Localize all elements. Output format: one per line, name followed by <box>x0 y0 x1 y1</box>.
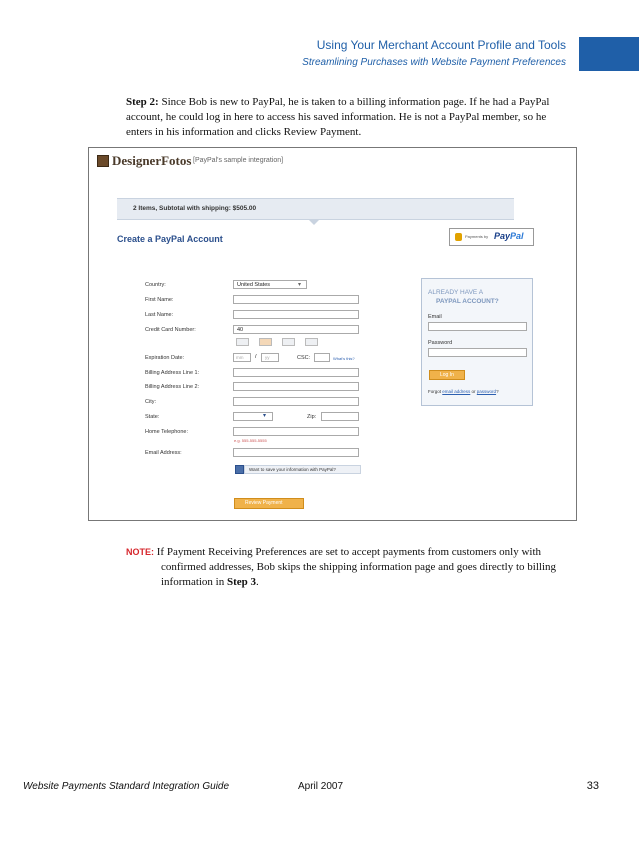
lock-icon <box>455 233 462 241</box>
card-number-value: 40 <box>237 327 244 333</box>
forgot-or: or <box>470 389 477 394</box>
expiration-year-input[interactable] <box>261 353 279 362</box>
last-name-input[interactable] <box>233 310 359 319</box>
billing-line1-input[interactable] <box>233 368 359 377</box>
footer-page-number: 33 <box>586 780 599 792</box>
login-email-label: Email <box>428 314 442 320</box>
phone-hint: e.g. 555-555-5555 <box>234 438 267 443</box>
note-end: . <box>256 576 259 588</box>
forgot-prefix: Forgot <box>428 389 443 394</box>
chevron-down-icon: ▾ <box>298 282 302 288</box>
cart-summary-band <box>117 198 514 220</box>
forgot-password-link[interactable]: password <box>476 389 497 394</box>
visa-icon <box>236 338 249 346</box>
payments-by-paypal-badge <box>449 228 534 246</box>
login-heading-line2: PAYPAL ACCOUNT? <box>436 298 499 305</box>
footer-guide-title: Website Payments Standard Integration Guide <box>23 781 230 792</box>
first-name-input[interactable] <box>233 295 359 304</box>
merchant-logo-subtitle: [PayPal's sample integration] <box>193 157 284 164</box>
login-password-input[interactable] <box>428 348 527 357</box>
embedded-screenshot <box>88 147 577 521</box>
header-subtitle: Streamlining Purchases with Website Payment Preferences <box>302 57 566 68</box>
note-paragraph <box>126 545 574 590</box>
zip-input[interactable] <box>321 412 359 421</box>
login-password-label: Password <box>428 340 453 346</box>
band-arrow-icon <box>308 219 320 225</box>
billing-line2-label: Billing Address Line 2: <box>145 384 200 390</box>
footer-date: April 2007 <box>298 781 344 792</box>
save-info-text: Want to save your information with PayPal? <box>249 467 336 472</box>
save-info-toggle-icon[interactable] <box>235 465 244 474</box>
billing-line1-label: Billing Address Line 1: <box>145 370 200 376</box>
header-color-block <box>579 37 639 71</box>
billing-line2-input[interactable] <box>233 382 359 391</box>
review-payment-label: Review Payment <box>245 500 283 506</box>
country-label: Country: <box>145 282 166 288</box>
paypal-logo-pal: Pal <box>510 231 524 241</box>
step-label: Step 2: <box>126 96 159 108</box>
paypal-logo <box>494 231 524 241</box>
amex-icon <box>305 338 318 346</box>
first-name-label: First Name: <box>145 297 174 303</box>
country-value: United States <box>237 282 271 288</box>
create-account-title: Create a PayPal Account <box>117 234 223 244</box>
login-heading-line1: ALREADY HAVE A <box>428 289 484 296</box>
step-text: Since Bob is new to PayPal, he is taken to a billing information page. If he had a PayPal account, he could log in here to access his saved information. He is not a PayPal member, so he enters in his information and clicks Review Payment. <box>126 96 550 138</box>
payments-by-label: Payments by <box>465 234 489 239</box>
card-number-label: Credit Card Number: <box>145 327 196 333</box>
note-label: NOTE: <box>126 547 154 557</box>
card-number-input[interactable] <box>233 325 359 334</box>
forgot-credentials <box>428 389 499 394</box>
header-title: Using Your Merchant Account Profile and Tools <box>316 38 566 52</box>
forgot-suffix: ? <box>496 389 499 394</box>
step-paragraph <box>126 95 556 140</box>
email-label: Email Address: <box>145 450 182 456</box>
note-text: If Payment Receiving Preferences are set to accept payments from customers only with confirmed addresses, Bob skips the shipping information page and goes directly to billing information in <box>154 546 557 588</box>
mastercard-icon <box>259 338 272 346</box>
login-email-input[interactable] <box>428 322 527 331</box>
phone-label: Home Telephone: <box>145 429 189 435</box>
merchant-logo: DesignerFotos <box>112 153 192 168</box>
cart-summary-text: 2 Items, Subtotal with shipping: $505.00 <box>133 205 257 212</box>
paypal-logo-pay: Pay <box>494 231 511 241</box>
expiration-separator: / <box>255 354 257 360</box>
csc-label: CSC: <box>297 355 311 361</box>
expiration-label: Expiration Date: <box>145 355 185 361</box>
login-button-label: Log In <box>440 372 454 378</box>
state-label: State: <box>145 414 160 420</box>
zip-label: Zip: <box>307 414 317 420</box>
csc-input[interactable] <box>314 353 330 362</box>
city-input[interactable] <box>233 397 359 406</box>
expiration-month-placeholder: mm <box>236 355 244 360</box>
phone-input[interactable] <box>233 427 359 436</box>
chevron-down-icon: ▾ <box>263 413 267 419</box>
forgot-email-link[interactable]: email address <box>442 389 471 394</box>
state-select[interactable] <box>233 412 273 421</box>
film-icon <box>97 155 109 167</box>
merchant-header <box>89 148 576 192</box>
whats-this-link[interactable]: What's this? <box>333 356 355 361</box>
last-name-label: Last Name: <box>145 312 174 318</box>
note-bold: Step 3 <box>227 576 257 588</box>
email-input[interactable] <box>233 448 359 457</box>
city-label: City: <box>145 399 156 405</box>
expiration-year-placeholder: yy <box>265 355 270 360</box>
discover-icon <box>282 338 295 346</box>
